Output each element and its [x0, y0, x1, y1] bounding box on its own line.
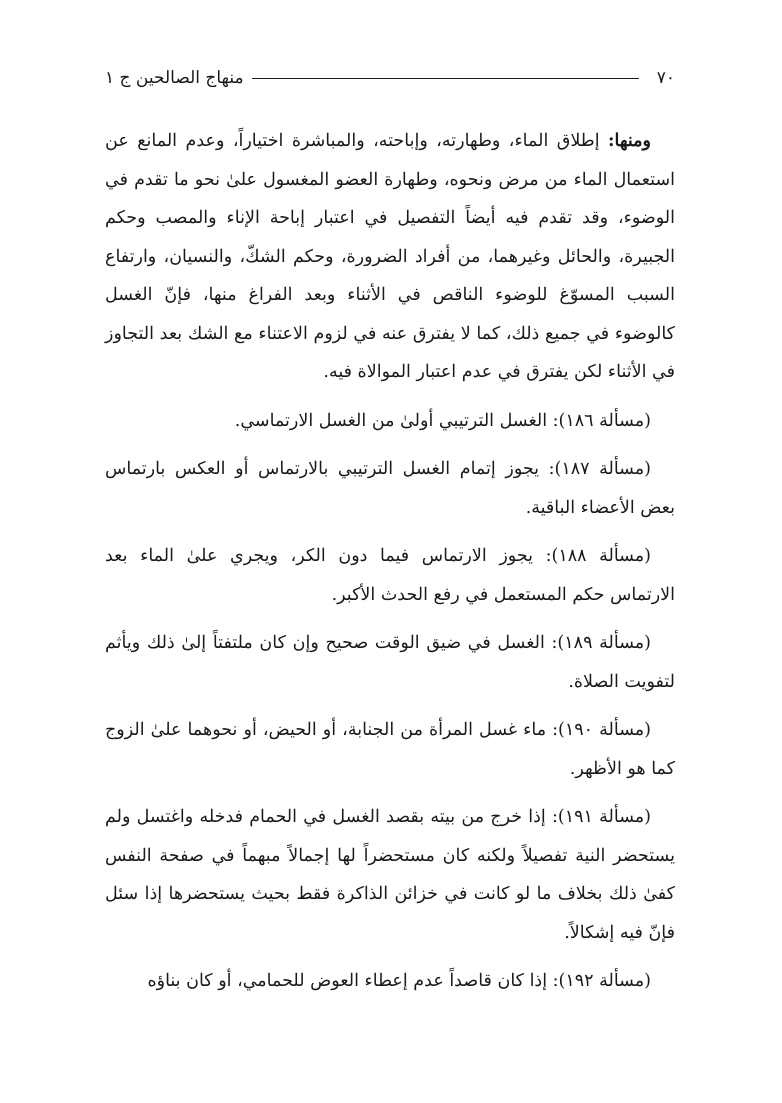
running-header	[105, 60, 675, 96]
header-rule	[252, 78, 639, 79]
page-number: ٧٠	[656, 68, 675, 88]
page-body	[105, 122, 675, 1001]
intro-text: إطلاق الماء، وطهارته، وإباحته، والمباشرة اختياراً، وعدم المانع عن استعمال الماء من مرض ونحوه، وطهارة العضو المغسول علىٰ نحو ما تقدم في الوضوء، وقد تقدم فيه أيضاً التفصيل في اعتبار إباحة الإناء والمصب وحكم الجبيرة، والحائل وغيرهما، من أفراد الضرورة، وحكم الشكّ، والنسيان، وارتفاع السبب المسوّغ للوضوء الناقص في الأثناء وبعد الفراغ منها، فإنّ الغسل كالوضوء في جميع ذلك، كما لا يفترق عنه في لزوم الاعتناء مع الشك بعد التجاوز في الأثناء لكن يفترق في عدم اعتبار الموالاة فيه.	[105, 131, 675, 382]
ruling-188: (مسألة ١٨٨): يجوز الارتماس فيما دون الكر، ويجري علىٰ الماء بعد الارتماس حكم المستعمل في رفع الحدث الأكبر.	[105, 546, 675, 605]
ruling-192: (مسألة ١٩٢): إذا كان قاصداً عدم إعطاء العوض للحمامي، أو كان بناؤه	[147, 971, 651, 991]
book-title: منهاج الصالحين ج ١	[105, 68, 244, 88]
ruling-189: (مسألة ١٨٩): الغسل في ضيق الوقت صحيح وإن كان ملتفتاً إلىٰ ذلك ويأثم لتفويت الصلاة.	[105, 633, 675, 692]
intro-paragraph	[105, 122, 675, 392]
book-page	[105, 60, 675, 1001]
ruling-186: (مسألة ١٨٦): الغسل الترتيبي أولىٰ من الغسل الارتماسي.	[234, 410, 651, 431]
ruling-191: (مسألة ١٩١): إذا خرج من بيته بقصد الغسل في الحمام فدخله واغتسل ولم يستحضر النية تفصيلاً ولكنه كان مستحضراً لها إجمالاً مبهماً في صفحة النفس كفىٰ ذلك بخلاف ما لو كانت في خزائن الذاكرة فقط بحيث يستحضرها إذا سئل فإنّ فيه إشكالاً.	[105, 807, 675, 943]
ruling-190: (مسألة ١٩٠): ماء غسل المرأة من الجنابة، أو الحيض، أو نحوهما علىٰ الزوج كما هو الأظهر.	[105, 720, 675, 779]
intro-lead-word: ومنها:	[608, 131, 651, 151]
ruling-187: (مسألة ١٨٧): يجوز إتمام الغسل الترتيبي بالارتماس أو العكس بارتماس بعض الأعضاء الباقية.	[105, 459, 675, 518]
